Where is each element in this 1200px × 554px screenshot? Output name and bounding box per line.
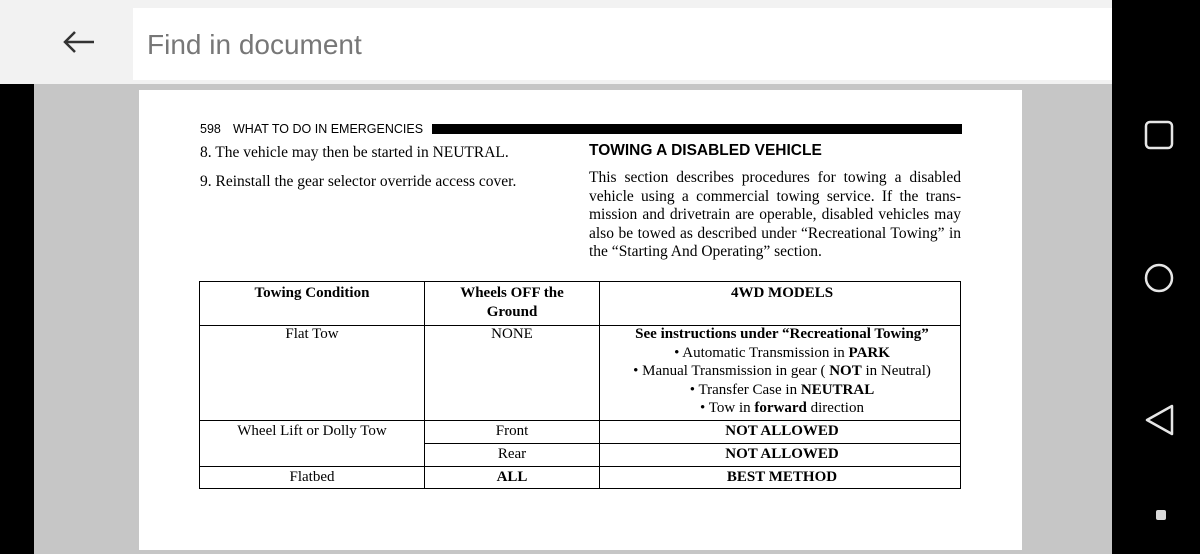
home-button[interactable] [1142,261,1176,295]
search-field[interactable] [133,8,1112,80]
running-header [200,122,962,136]
header-wheels-line2: Ground [486,303,538,320]
towing-heading: TOWING A DISABLED VEHICLE [589,142,822,159]
step-9: 9. Reinstall the gear selector override access cover. [200,173,517,190]
list-item: • Automatic Transmission in PARK [674,344,890,361]
table-divider [200,420,960,421]
flat-tow-condition: Flat Tow [285,326,339,342]
table-divider [424,443,960,444]
wheel-lift-front-models: NOT ALLOWED [725,423,839,439]
header-towing-condition: Towing Condition [254,285,370,301]
back-triangle-icon [1142,402,1176,438]
back-arrow-icon [50,22,110,62]
list-item: • Manual Transmission in gear ( NOT in Neutral) [633,363,931,380]
header-wheels-line1: Wheels OFF the [460,285,564,301]
recents-button[interactable] [1142,118,1176,152]
section-title: WHAT TO DO IN EMERGENCIES [233,122,424,136]
towing-paragraph: This section describes procedures for towing a disabled vehicle using a commercial towing service. If the trans- mission and drivetrain are operable, disabled vehicles may also be towed as described under “Recreational Towing” in the “Starting And Operating” section. [589,169,961,261]
system-nav-bar [1112,0,1200,554]
list-item: • Tow in forward direction [700,400,864,417]
header-wheels-off-ground [425,284,599,321]
flat-tow-wheels: NONE [491,326,533,342]
back-button[interactable] [50,22,110,62]
wheel-lift-front: Front [495,423,529,439]
nav-back-button[interactable] [1142,402,1176,438]
document-page [139,90,1022,550]
instructions-list [600,344,964,418]
wheel-lift-condition: Wheel Lift or Dolly Tow [237,423,387,439]
search-bar [0,0,1112,84]
flatbed-wheels: ALL [496,469,528,485]
indicator-dot [1156,510,1166,520]
list-item: • Transfer Case in NEUTRAL [689,381,875,398]
header-4wd-models: 4WD MODELS [730,285,834,301]
instructions-title: See instructions under “Recreational Towing” [635,326,929,342]
header-rule [432,124,962,134]
page-number: 598 [200,122,221,136]
flat-tow-instructions [600,325,964,418]
wheel-lift-rear-models: NOT ALLOWED [725,446,839,462]
search-input[interactable] [145,8,1049,82]
step-8: 8. The vehicle may then be started in NEUTRAL. [200,144,509,161]
towing-table [199,281,961,489]
flatbed-models: BEST METHOD [726,469,838,485]
recents-square-icon [1142,118,1176,152]
wheel-lift-rear: Rear [497,446,527,462]
table-divider [200,466,960,467]
home-circle-icon [1142,261,1176,295]
flatbed-condition: Flatbed [289,469,335,485]
